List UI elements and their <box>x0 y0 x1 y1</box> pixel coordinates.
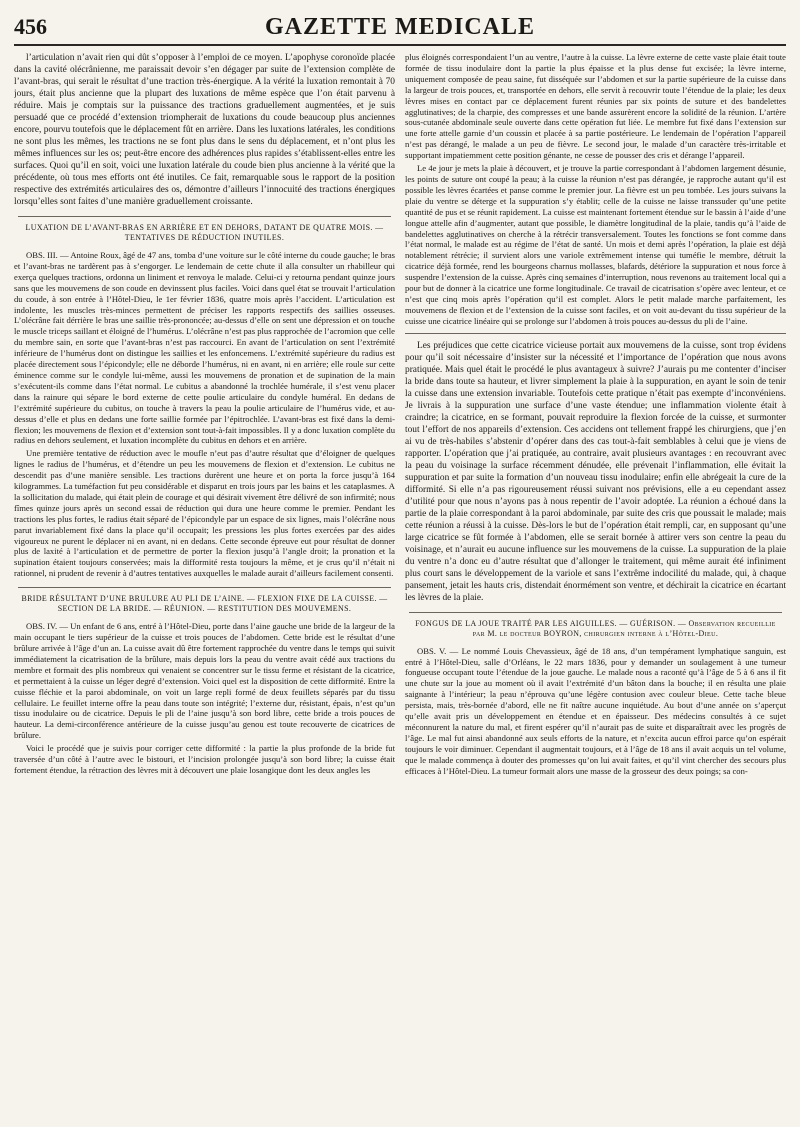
right-column <box>405 52 786 1122</box>
left-column <box>14 52 395 1122</box>
journal-title: GAZETTE MEDICALE <box>264 14 536 40</box>
obs5-paragraph: OBS. V. — Le nommé Louis Chevassieux, âgé de 18 ans, d’un tempérament lymphatique sanguin, est entré à l’Hôtel-Dieu, salle d’Orléans, le 22 mars 1836, pour y demander un soulagement à une tumeur fongueuse occupant toute l’étendue de la joue gauche. Le malade nous a raconté qu’à l’âge de 5 à 6 ans il fit une chute sur la joue au moment où il avait l’extrémité d’un bâton dans la bouche; il en résulta une plaie saignante à l’intérieur; la peau n’éprouva qu’une légère contusion avec couleur bleue. Cette tache bleue persista, mais, très-bornée d’abord, elle ne fit naître aucune inquiétude. Au bout d’une année on s’aperçut qu’elle avait pris un développement en étendue et en épaisseur. Des médecins consultés à ce sujet méconnurent la nature du mal, et firent espérer qu’il n’aurait pas de suite et disparaîtrait avec les progrès de l’âge. Le mal fut ainsi abandonné aux seuls efforts de la nature, et n’excita aucun effroi parce qu’on espérait toujours le voir diminuer. Cependant il augmentait toujours, et à l’âge de 18 ans il avait acquis un tel volume, que le malade commença à douter des promesses qu’on lui avait faites, et qu’il vint chercher des secours plus efficaces à l’Hôtel-Dieu. La tumeur formait alors une masse de la grosseur des deux poings; sa con- <box>405 645 786 776</box>
intro-paragraph: l’articulation n’avait rien qui dût s’opposer à l’emploi de ce moyen. L’apophyse coronoïde placée dans la cavité olécrânienne, me paraissait devoir s’en dégager par suite de l’extension complète de l’avant-bras, qui serait le résultat d’une traction très-énergique. A la vérité la luxation remontait à 70 jours, était plus ancienne que la plupart des luxations de même espèce que l’on était parvenu à réduire. Mais je comptais sur la puissance des tractions graduellement augmentées, et je suis persuadé que ce procédé d’extension triompherait de luxations du coude beaucoup plus anciennes encore, pourvu toutefois que le déplacement fût en arrière. Dans les luxations latérales, les conditions ne sont plus les mêmes, les tractions ne se font plus dans le sens du déplacement, et n’ont plus les mêmes influences sur les os; peut-être encore des adhérences plus rapides s’établissent-elles entre les surfaces. Quoi qu’il en soit, voici une luxation latérale du coude bien plus ancienne à la vérité que la précédente, où tous mes efforts ont été inutiles. Ce fait, remarquable sous le rapport de la position respective des extrémités articulaires des os, démontre d’ailleurs l’innocuité des tractions énergiques lorsqu’elles sont faites d’une manière graduellement croissante. <box>14 53 395 207</box>
section-heading-luxation: LUXATION DE L’AVANT-BRAS EN ARRIÈRE ET EN DEHORS, DATANT DE QUATRE MOIS. — TENTATIVES DE RÉDUCTION INUTILES. <box>18 216 391 243</box>
obs4-paragraph: OBS. IV. — Un enfant de 6 ans, entré à l’Hôtel-Dieu, porte dans l’aine gauche une bride de la largeur de la main occupant le tiers supérieur de la cuisse et trois pouces de l’abdomen. Cette bride est le résultat d’une brûlure arrivée à l’âge d’un an. La cuisse avait dû être fortement rapprochée du ventre dans le temps qui suivit immédiatement la cicatrisation de la brûlure, mais depuis lors la peau du ventre avait cédé aux tractions du membre et formait des plis nombreux qui venaient se concentrer sur le tissu ferme et résistant de la cicatrice, et permettaient à la cuisse un léger degré d’extension. Voici quel est la disposition de cette difformité. Entre la cuisse fléchie et la paroi abdominale, on voit un large repli formé de deux feuillets séparés par du tissu cellulaire. Le feuillet interne offre la peau dans toute son intégrité; l’externe dur, résistant, épais, n’est qu’un tissu inodulaire ou de cicatrice. Depuis le pli de l’aine jusqu’à son bord libre, cette bride a trois pouces de hauteur. La demi-circonférence antérieure de la cuisse jusqu’au genou est toute recouverte de cicatrices de brûlure. <box>14 621 395 741</box>
page-header <box>14 14 786 46</box>
obs4-continued-paragraph: Le 4e jour je mets la plaie à découvert, et je trouve la partie correspondant à l’abdomen largement désunie, les points de suture ont coupé la peau; à la cuisse la réunion n’est pas dérangée, je rapproche autant qu’il est possible les lèvres écartées et panse comme le premier jour. La fièvre est un peu tombée. Les jours suivans la plaie du ventre se déterge et la suppuration s’y établit; celle de la cuisse ne laisse transsuder qu’une petite quantité de pus et se réunit rapidement. La cuisse est maintenant fortement étendue sur le bassin à l’aide d’une longue attelle afin d’augmenter, autant que possible, le diamètre longitudinal de la plaie, tandis qu’à l’aide de bandelettes agglutinatives on cherche à la rétrécir transversalement. Toutes les fonctions se font comme dans l’état normal, le malade est au régime de l’état de santé. Un mois et demi après l’opération, la plaie est déjà notablement rétrécie; il survient alors une variole extrêmement intense qui tuméfie le membre, détruit la cicatrice déjà formée, rend les bourgeons charnus mollasses, blafards, détériore la suppuration et nous force à suspendre l’extension de la cuisse. Après cinq semaines d’interruption, nous revenons au traitement local qui a pour but de donner à la cicatrice une forme longitudinale. Ce travail de cicatrisation s’opère avec lenteur, et ce n’est que cinq mois après l’opération qu’il est complet. Alors le petit malade marche parfaitement, les mouvemens de flexion et de l’extension de la cuisse sont faciles, et on voit au-devant du tissu supérieur de la cuisse une cicatrice linéaire qui se prolonge sur l’abdomen à trois pouces au-dessus du pli de l’aine. <box>405 163 786 326</box>
commentary-paragraph: Les préjudices que cette cicatrice vicieuse portait aux mouvemens de la cuisse, sont trop évidens pour qu’il soit nécessaire d’insister sur la nécessité et l’importance de l’opération que nous avons pratiquée. Mais quel était le procédé le plus avantageux à suivre? J’aurais pu me contenter d’inciser la bride dans toute sa hauteur, et livrer simplement la plaie à la suppuration, en ayant le soin de tenir la cuisse dans une extension invariable. Toutefois cette pratique n’était pas exempte d’inconvéniens. Je livrais à la suppuration une surface d’une vaste étendue; une inflammation violente était à craindre; la cicatrice, en se formant, pouvait reproduire la flexion forcée de la cuisse, et surmonter tout l’effort de nos appareils d’extension. Ces accidens ont tellement frappé les chirurgiens, que j’en ai vu de très-habiles s’abstenir d’opérer dans des cas tout-à-fait semblables à celui que je viens de rapporter. L’opération que j’ai pratiquée, au contraire, avait plusieurs avantages : en recouvrant avec la peau du voisinage la surface récemment dénudée, elle prévenait l’inflammation, elle évitait la suppuration et par suite la formation d’un nouveau tissu inodulaire; enfin elle abrégeait la cure de la difformité. Si elle n’a pas rigoureusement réussi suivant nos prévisions, elle a eu cependant assez d’utilité pour que nous n’ayons pas à nous repentir de l’avoir adoptée. La réunion a échoué dans la partie de la plaie correspondant à la paroi abdominale, par suite des cris que poussait le malade; mais cette réunion a réussi à la cuisse. Dès-lors le but de l’opération était rempli, car, en supposant qu’une large cicatrice se fût formée à l’abdomen, elle se serait bornée à attirer vers son centre la peau du voisinage, et n’aurait eu aucune influence sur les mouvemens de la cuisse. La suppuration de la plaie du ventre n’a donc eu d’autre résultat que d’allonger le traitement, qui même aurait été infiniment plus court sans le développement de la variole et sans l’extrême indocilité du malade, qui, à chaque pansement, jetait les hauts cris, distendait énormément son ventre, et déchirait la cicatrice en écartant les lèvres de la plaie. <box>405 340 786 603</box>
obs4-continued-paragraph: plus éloignés correspondaient l’un au ventre, l’autre à la cuisse. La lèvre externe de cette vaste plaie était toute formée de tissu inodulaire dont la partie la plus épaisse et la plus dense fut excisée; la lèvre interne, uniquement composée de peau saine, fut disséquée sur l’abdomen et sur la partie supérieure de la cuisse dans la largeur de trois pouces, et, transportée en dehors, elle servit à recouvrir toute l’étendue de la plaie; les deux lèvres mises en contact par ce déplacement furent réunies par six points de suture et des bandelettes agglutinatives; de la charpie, des compresses et une bande assurèrent encore la solidité de la réunion. L’artère sous-cutanée abdominale seule ouverte dans cette opération fut liée. Le membre fut fixé dans l’extension sur une forte attelle garnie d’un coussin et placée à sa partie postérieure. Le lendemain de l’opération l’appareil n’est pas dérangé, le malade a un peu de fièvre. Le second jour, le malade d’un caractère très-irritable et supportant impatiemment cette position génante, ne cesse de pousser des cris et dérange l’appareil. <box>405 52 786 161</box>
page-number: 456 <box>14 14 47 39</box>
divider <box>405 333 786 334</box>
section-heading-bride: BRIDE RÉSULTANT D’UNE BRULURE AU PLI DE L’AINE. — FLEXION FIXE DE LA CUISSE. — SECTION DE LA BRIDE. — RÉUNION. — RESTITUTION DES MOUVEMENS. <box>18 587 391 614</box>
obs3-paragraph: OBS. III. — Antoine Roux, âgé de 47 ans, tomba d’une voiture sur le côté interne du coude gauche; le bras et l’avant-bras ne tardèrent pas à s’engorger. Le lendemain de cette chute il alla consulter un rhabilleur qui exerça quelques tractions, ordonna un liniment et renvoya le malade. Celui-ci y retourna pendant quinze jours sans que les mouvemens de son coude en devinssent plus faciles. Voici dans quel état se trouvait l’articulation du coude, à son entrée à l’Hôtel-Dieu, le 1er février 1836, quatre mois après l’accident. L’articulation est indolente, les muscles très-minces permettent de préciser les rapports respectifs des saillies osseuses. L’olécrâne fait dérrière le bras une saillie très-prononcée; au-dessus d’elle on sent une dépression et on touche le muscle triceps saillant et éloigné de l’humérus. L’olécrâne n’est pas plus rapprochée de l’acromion que celle du membre sain, en sorte que l’avant-bras n’est pas raccourci. En avant de l’articulation on sent l’extrémité inférieure de l’humérus dont on distingue les saillies et les enfoncemens. L’extrémité supérieure du radius est placée directement sous l’épicondyle; elle ne déborde l’humérus, ni en avant, ni en arrière; elle roule sur cette éminence comme sur le condyle lui-même, aussi les mouvemens de pronation et de supination de la main s’exécutent-ils comme dans l’état normal. Le cubitus a abandonné la trochlée humérale, il s’est venu placer dans la rainure qui sépare le bord externe de cette poulie articulaire du condyle huméral. En dedans de l’extrémité supérieure du cubitus, on touche à travers la peau la poulie articulaire de l’humérus vide, et au-dessus d’elle et plus en dedans une forte saillie formée par l’épitrochlée. L’avant-bras est fixé dans la demi-flexion; les mouvemens de flexion et d’extension sont tout-à-fait impossibles. Il y a donc luxation complète du radius en dehors seulement, et luxation incomplète du cubitus en dehors et en arrière. <box>14 250 395 446</box>
obs4-paragraph: Voici le procédé que je suivis pour corriger cette difformité : la partie la plus profonde de la bride fut traversée d’un côté à l’autre avec le bistouri, et l’incision prolongée jusqu’à son bord libre; la cuisse était fortement étendue, la rétraction des lèvres mit à découvert une plaie losangique dont les deux angles les <box>14 743 395 775</box>
columns <box>14 52 786 1122</box>
section-heading-fongus: FONGUS DE LA JOUE TRAITÉ PAR LES AIGUILLES. — GUÉRISON. — Observation recueillie par M. le docteur BOYRON, chirurgien interne à l’Hôtel-Dieu. <box>409 612 782 639</box>
obs3-paragraph: Une première tentative de réduction avec le moufle n’eut pas d’autre résultat que d’éloigner de quelques lignes le radius de l’humérus, et d’étendre un peu les mouvemens de flexion et d’extension. Le cubitus ne descendit pas d’une manière sensible. Les tractions durèrent une heure et on porta la force jusqu’à 164 kilogrammes. La tuméfaction fut peu considérable et disparut en trois jours par les bains et les cataplasmes. A la sollicitation du malade, qui était plein de courage et qui désirait vivement être délivré de son infirmité; nous fîmes quinze jours après un second essai de réduction qui dura une heure comme le premier. Pendant les tractions les plus fortes, le radius était séparé de l’épicondyle par un espace de six lignes, mais l’olécrâne nous parut invariablement fixé dans la place qu’il occupait; les pressions les plus fortes exercées par des aides vigoureux ne purent le déplacer ni en avant, ni en dedans. Cette seconde épreuve eut pour résultat de donner plus de laxité à l’articulation et de permettre de porter la flexion jusqu’à l’angle droit; la pronation et la supination étaient toujours conservées; mais la difformité resta toujours la même, et je crus qu’il n’était ni rationnel, ni prudent de revenir à d’autres tentatives auxquelles le malade aurait d’ailleurs facilement consenti. <box>14 448 395 579</box>
